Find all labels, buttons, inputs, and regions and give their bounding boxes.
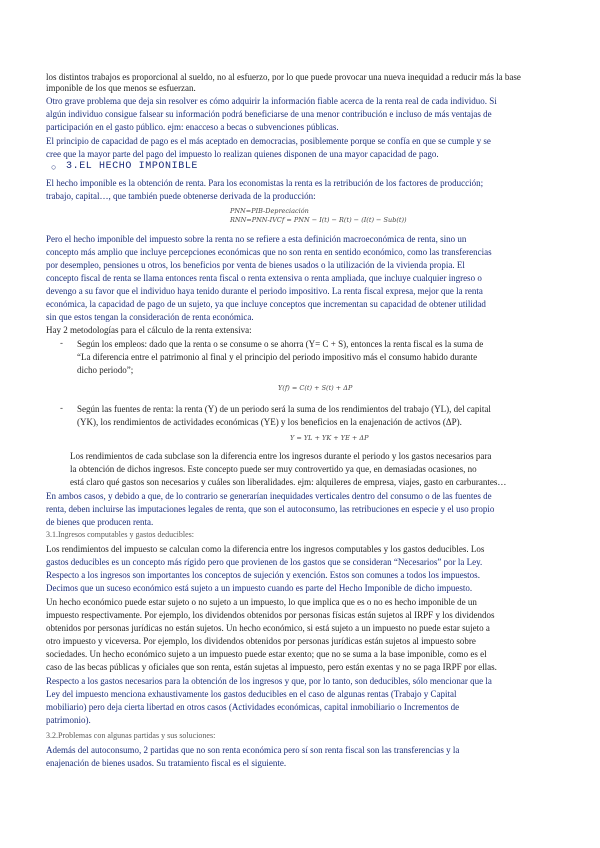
paragraph-line: Hay 2 metodologías para el cálculo de la renta extensiva:: [46, 325, 252, 335]
list-item-line: (YK), los rendimientos de actividades económicas (YE) y los beneficios en la enajenación de activos (ΔP).: [77, 417, 462, 427]
paragraph-line: sociedades. Un hecho económico sujeto a un impuesto puede estar exento; que no se suma a la base imponible, como es el: [46, 649, 487, 659]
paragraph-line: gastos deducibles es un concepto más rígido pero que provienen de los gastos que se consideran “Necesarios” por la Ley.: [46, 557, 483, 567]
paragraph-line: renta, deben incluirse las imputaciones legales de renta, que son el autoconsumo, las retribuciones en especie y el uso propio: [46, 504, 495, 514]
paragraph-line: En ambos casos, y debido a que, de lo contrario se generarían inequidades verticales dentro del consumo o de las fuentes de: [46, 491, 492, 501]
list-item-line: “La diferencia entre el patrimonio al final y el principio del periodo impositivo más el consumo habido durante: [77, 352, 478, 362]
paragraph-line: la obtención de dichos ingresos. Este concepto puede ser muy controvertido ya que, en demasiadas ocasiones, no: [70, 464, 477, 474]
paragraph-line: obtenidos por personas jurídicas no están sujetos. Un hecho económico, si está sujeto a un impuesto no puede estar sujeto a: [46, 623, 490, 633]
paragraph-line: Respecto a los gastos necesarios para la obtención de los ingresos y que, por lo tanto, son deducibles, sólo mencionar que la: [46, 676, 492, 686]
paragraph-line: por desempleo, pensiones u otros, los beneficios por venta de bienes usados o la utilización de la vivienda propia. El: [46, 260, 465, 270]
paragraph-line: económica, la capacidad de pago de un sujeto, ya que incluye conceptos que incrementan su capacidad de obtener utilidad: [46, 299, 486, 309]
paragraph-line: trabajo, capital…, que también puede obtenerse derivada de la producción:: [46, 191, 316, 201]
list-item-line: Según las fuentes de renta: la renta (Y) de un periodo será la suma de los rendimientos del trabajo (YL), del capital: [77, 404, 491, 414]
paragraph-line: algún individuo consigue falsear su información podrá beneficiarse de una menor contribución e incluso de más ventajas de: [46, 109, 492, 119]
list-item-line: dicho periodo”;: [77, 365, 134, 375]
paragraph-line: El principio de capacidad de pago es el más aceptado en democracias, posiblemente porque se confía en que se cumple y se: [46, 136, 491, 146]
paragraph-line: otro impuesto y viceversa. Por ejemplo, los dividendos obtenidos por personas jurídicas están sujetos al impuesto sobre: [46, 636, 476, 646]
paragraph-line: Los rendimientos de cada subclase son la diferencia entre los ingresos durante el periodo y los gastos necesarios para: [70, 451, 492, 461]
subsection-heading: 3.2.Problemas con algunas partidas y sus soluciones:: [46, 731, 216, 740]
paragraph-line: de bienes que producen renta.: [46, 517, 154, 527]
formula: RNN=PNN-IVCf = PNN − I(t) − R(t) − (I(t) − Sub(t)): [230, 216, 407, 224]
paragraph-line: caso de las becas públicas y oficiales que son renta, están sujetas al impuesto, pero están exentas y no se paga IRPF por ellas.: [46, 662, 497, 672]
paragraph-line: Los rendimientos del impuesto se calculan como la diferencia entre los ingresos computables y los gastos deducibles. Los: [46, 544, 485, 554]
paragraph-line: Pero el hecho imponible del impuesto sobre la renta no se refiere a esta definición macroeconómica de renta, sino un: [46, 234, 467, 244]
list-bullet-icon: -: [60, 403, 63, 413]
paragraph-line: Otro grave problema que deja sin resolver es cómo adquirir la información fiable acerca de la renta real de cada individuo. Si: [46, 96, 497, 106]
paragraph-line: Un hecho económico puede estar sujeto o no sujeto a un impuesto, lo que implica que es o no es hecho imponible de un: [46, 597, 477, 607]
formula: Y = YL + YK + YE + ΔP: [290, 434, 369, 442]
list-item-line: Según los empleos: dado que la renta o se consume o se ahorra (Y= C + S), entonces la renta fiscal es la suma de: [77, 339, 484, 349]
paragraph-line: concepto fiscal de renta se llama entonces renta fiscal o renta extensiva o renta ampliada, que incluye cualquier ingreso o: [46, 273, 482, 283]
paragraph-line: impuesto respectivamente. Por ejemplo, los dividendos obtenidos por personas físicas están sujetos al IRPF y los dividendos: [46, 610, 495, 620]
paragraph-line: patrimonio).: [46, 715, 91, 725]
subsection-heading: 3.1.Ingresos computables y gastos deducibles:: [46, 530, 194, 539]
formula: Y(f) = C(t) + S(t) + ΔP: [278, 384, 353, 392]
paragraph-line: cree que la mayor parte del pago del impuesto lo realizan quienes disponen de una mayor capacidad de pago.: [46, 149, 439, 159]
paragraph-line: Además del autoconsumo, 2 partidas que no son renta económica pero sí son renta fiscal son las transferencias y la: [46, 745, 460, 755]
paragraph-line: El hecho imponible es la obtención de renta. Para los economistas la renta es la retribución de los factores de producción;: [46, 178, 484, 188]
paragraph-line: los distintos trabajos es proporcional al sueldo, no al esfuerzo, por lo que puede provocar una nueva inequidad a reducir más la base: [46, 72, 521, 82]
paragraph-line: participación en el gasto público. ejm: enacceso a becas o subvenciones públicas.: [46, 122, 339, 132]
paragraph-line: Ley del impuesto menciona exhaustivamente los gastos deducibles en el caso de algunas rentas (Trabajo y Capital: [46, 689, 457, 699]
paragraph-line: concepto más amplio que incluye percepciones económicas que no son renta en sentido económico, como las transferencias: [46, 247, 492, 257]
paragraph-line: Respecto a los ingresos son importantes los conceptos de sujeción y exención. Estos son comunes a todos los impuestos.: [46, 570, 480, 580]
paragraph-line: enajenación de bienes usados. Su tratamiento fiscal es el siguiente.: [46, 758, 287, 768]
list-bullet-icon: -: [60, 338, 63, 348]
paragraph-line: Decimos que un suceso económico está sujeto a un impuesto cuando es parte del Hecho Imponible de dicho impuesto.: [46, 583, 473, 593]
formula: PNN=PIB-Depreciación: [230, 207, 309, 215]
paragraph-line: está claro qué gastos son necesarios y cuáles son liberalidades. ejm: alquileres de empresa, viajes, gasto en carburantes…: [70, 477, 507, 487]
paragraph-line: sin que estos tengan la consideración de renta económica.: [46, 312, 254, 322]
paragraph-line: mobiliario) pero deja cierta libertad en otros casos (Actividades económicas, capital inmobiliario o Incrementos de: [46, 702, 460, 712]
paragraph-line: imponible de los que menos se esfuerzan.: [46, 83, 196, 93]
heading-bullet-icon: ○: [51, 162, 57, 172]
section-heading: 3.EL HECHO IMPONIBLE: [66, 161, 199, 172]
paragraph-line: devengo a su favor que el individuo haya tenido durante el periodo impositivo. La renta fiscal expresa, mejor que la renta: [46, 286, 483, 296]
